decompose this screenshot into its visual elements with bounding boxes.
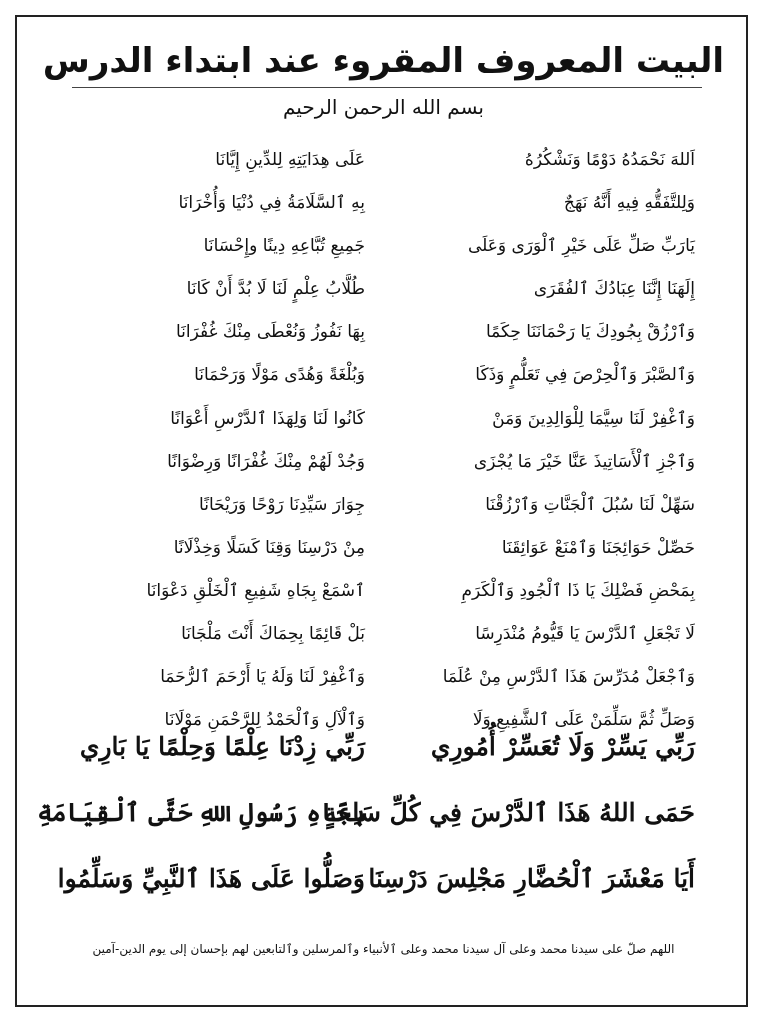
- verse-second-hemistich: وَجُدْ لَهُمْ مِنْكَ غُفْرَانًا وَرِضْوَانًا: [167, 451, 365, 472]
- verse-row: [17, 528, 750, 571]
- verse-second-hemistich: وَٱغْفِرْ لَنَا وَلَهُ يَا أَرْحَمَ ٱلرُّحَمَا: [160, 667, 365, 688]
- closing-first-hemistich: رَبِّي يَسِّرْ وَلَا تُعَسِّرْ أُمُورِي: [430, 732, 695, 761]
- verse-row: [17, 269, 750, 312]
- verse-second-hemistich: جَمِيعِ تُبَّاعِهِ دِينًا وإِحْسَانَا: [203, 236, 365, 257]
- verse-first-hemistich: وَٱلصَّبْرَ وَٱلْحِرْصَ فِي تَعَلُّمٍ وَذَكَا: [475, 365, 695, 386]
- closing-second-hemistich: بِجَاهِ رَسُولِ اللهِ حَتَّى ٱلْقِيَامَةِ: [37, 798, 365, 827]
- verse-first-hemistich: وَلِلتَّفَقُّهِ فِيهِ أَنَّهُ نَهَجٌ: [563, 193, 695, 214]
- verse-row: [17, 183, 750, 226]
- verse-row: [17, 226, 750, 269]
- closing-first-hemistich: حَمَى اللهُ هَذَا ٱلدَّرْسَ فِي كُلِّ سَاعَةٍ: [324, 798, 695, 827]
- verse-row: [17, 140, 750, 183]
- closing-second-hemistich: وَصَلُّوا عَلَى هَذَا ٱلنَّبِيِّ وَسَلِّمُوا: [57, 864, 365, 893]
- verse-row: [17, 442, 750, 485]
- title-divider: [72, 87, 702, 88]
- closing-verses: [17, 719, 750, 917]
- verse-row: [17, 312, 750, 355]
- verse-row: [17, 485, 750, 528]
- verse-first-hemistich: وَٱغْفِرْ لَنَا سِيَّمَا لِلْوَالِدِينَ وَمَنْ: [492, 408, 695, 429]
- verse-second-hemistich: ٱسْمَعْ بِجَاهِ شَفِيعِ ٱلْخَلْقِ دَعْوَانَا: [146, 580, 365, 601]
- verse-second-hemistich: وَٱلْآلِ وَٱلْحَمْدُ لِلرَّحْمَنِ مَوْلَانَا: [164, 710, 365, 731]
- verse-second-hemistich: كَانُوا لَنَا وَلِهَذَا ٱلدَّرْسِ أَعْوَانًا: [170, 408, 365, 429]
- verse-row: [17, 614, 750, 657]
- closing-verse-row: [17, 719, 750, 785]
- closing-second-hemistich: رَبِّي زِدْنَا عِلْمًا وَحِلْمًا يَا بَارِي: [79, 732, 365, 761]
- closing-verse-row: [17, 851, 750, 917]
- poem-verses: [17, 140, 750, 743]
- verse-first-hemistich: وَٱجْزِ ٱلْأَسَاتِيذَ عَنَّا خَيْرَ مَا يُجْزَى: [473, 451, 695, 472]
- verse-first-hemistich: إِلَهَنَا إِنَّنَا عِبَادُكَ ٱلفُقَرَى: [533, 279, 695, 300]
- closing-prayer: اللهم صلّ على سيدنا محمد وعلى آل سيدنا محمد وعلى ٱلأنبياء وٱلمرسلين وٱلتابعين لهم بإحسان إلى يوم الدين-آمين: [92, 942, 675, 956]
- page-border: [15, 15, 748, 1007]
- verse-second-hemistich: جِوَارَ سَيِّدِنَا رَوْحًا وَرَيْحَانًا: [199, 494, 365, 515]
- verse-first-hemistich: بِمَحْضِ فَضْلِكَ يَا ذَا ٱلْجُودِ وَٱلْكَرَمِ: [461, 580, 695, 601]
- closing-verse-row: [17, 785, 750, 851]
- verse-row: [17, 657, 750, 700]
- verse-first-hemistich: يَارَبِّ صَلِّ عَلَى خَيْرِ ٱلْوَرَى وَعَلَى: [467, 236, 695, 257]
- page-title: البيت المعروف المقروء عند ابتداء الدرس: [42, 41, 725, 81]
- verse-second-hemistich: مِنْ دَرْسِنَا وَقِنَا كَسَلًا وَخِذْلَانًا: [173, 537, 365, 558]
- verse-second-hemistich: طُلَّابُ عِلْمٍ لَنَا لَا بُدَّ أَنْ كَانَا: [186, 279, 365, 300]
- verse-first-hemistich: وَٱرْزُقْ بِجُودِكَ يَا رَحْمَانَنَا حِكَمًا: [485, 322, 695, 343]
- verse-second-hemistich: بِهِ ٱلسَّلَامَةُ فِي دُنْيَا وَأُخْرَانَا: [178, 193, 365, 214]
- verse-first-hemistich: سَهِّلْ لَنَا سُبُلَ ٱلْجَنَّاتِ وَٱرْزُقْنَا: [485, 494, 695, 515]
- verse-first-hemistich: وَصَلِّ ثُمَّ سَلِّمَنْ عَلَى ٱلشَّفِيعِ وَلَا: [472, 710, 695, 731]
- verse-first-hemistich: حَصِّلْ حَوَائِجَنَا وَٱمْنَعْ عَوَائِقَنَا: [501, 537, 695, 558]
- verse-second-hemistich: وَبُلْغَةً وَهُدًى مَوْلًا وَرَحْمَانَا: [194, 365, 365, 386]
- verse-row: [17, 399, 750, 442]
- verse-first-hemistich: اَللهَ نَحْمَدُهُ دَوْمًا وَنَشْكُرُهُ: [524, 150, 695, 170]
- basmala: بسم الله الرحمن الرحيم: [282, 95, 484, 119]
- verse-row: [17, 571, 750, 614]
- verse-second-hemistich: بَلْ قَائِمًا بِحِمَاكَ أَنْتَ مَلْجَانَا: [181, 624, 365, 645]
- verse-first-hemistich: لَا تَجْعَلِ ٱلدَّرْسَ يَا قَيُّومُ مُنْدَرِسًا: [475, 624, 695, 645]
- verse-second-hemistich: بِهَا نَفُوزُ وَنُعْطَى مِنْكَ غُفْرَانَا: [175, 322, 365, 343]
- verse-second-hemistich: عَلَى هِدَايَتِهِ لِلدِّينِ إِيَّانَا: [215, 150, 365, 170]
- closing-first-hemistich: أَيَا مَعْشَرَ ٱلْحُضَّارِ مَجْلِسَ دَرْسِنَا: [368, 864, 695, 893]
- verse-row: [17, 355, 750, 398]
- verse-first-hemistich: وَٱجْعَلْ مُدَرِّسَ هَذَا ٱلدَّرْسِ مِنْ عُلَمَا: [442, 667, 695, 688]
